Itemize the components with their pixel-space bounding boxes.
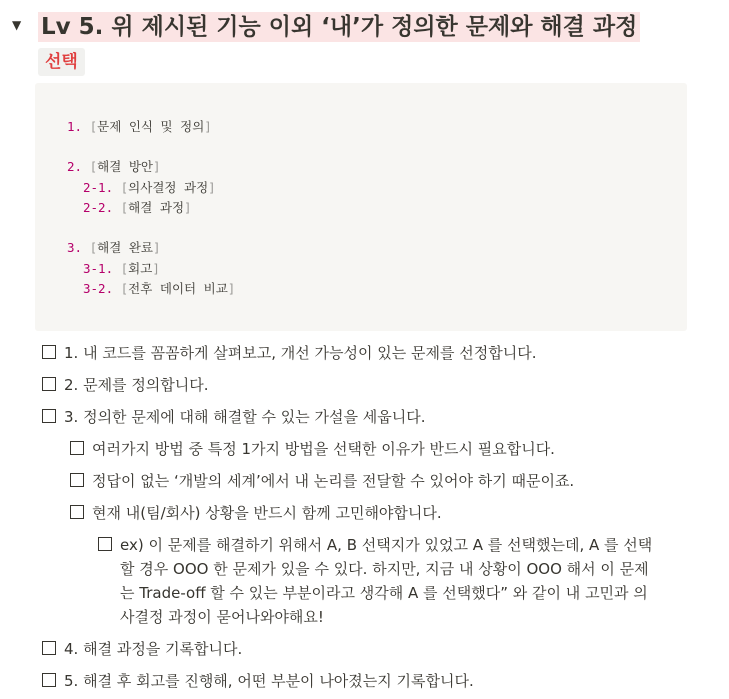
code-line-number: 3-2. [83, 281, 114, 296]
todo-checkbox[interactable] [42, 345, 56, 359]
todo-checkbox[interactable] [70, 473, 84, 487]
select-tag: 선택 [38, 48, 85, 76]
toggle-triangle-icon[interactable]: ▼ [12, 18, 22, 32]
code-line-text: [해결 과정] [120, 200, 192, 215]
todo-text: 4. 해결 과정을 기록합니다. [64, 640, 243, 658]
todo-text-line: 사결정 과정이 묻어나와야해요! [120, 608, 324, 626]
todo-text: 정답이 없는 ‘개발의 세계’에서 내 논리를 전달할 수 있어야 하기 때문이죠. [92, 472, 575, 490]
todo-checkbox[interactable] [98, 537, 112, 551]
code-line [83, 179, 216, 197]
code-block[interactable] [35, 83, 687, 331]
todo-checkbox[interactable] [70, 441, 84, 455]
code-line-text: [전후 데이터 비교] [120, 281, 236, 296]
section-heading: Lv 5. 위 제시된 기능 이외 ‘내’가 정의한 문제와 해결 과정 [38, 12, 640, 42]
todo-text: 5. 해결 후 회고를 진행해, 어떤 부분이 나아졌는지 기록합니다. [64, 672, 474, 690]
todo-checkbox[interactable] [42, 641, 56, 655]
todo-text: 3. 정의한 문제에 대해 해결할 수 있는 가설을 세웁니다. [64, 408, 426, 426]
code-line-number: 2-1. [83, 180, 114, 195]
todo-checkbox[interactable] [42, 409, 56, 423]
code-line-text: [문제 인식 및 정의] [89, 119, 212, 134]
todo-checkbox[interactable] [42, 673, 56, 687]
code-line-text: [회고] [120, 261, 160, 276]
code-line-text: [의사결정 과정] [120, 180, 216, 195]
code-line-text: [해결 완료] [89, 240, 161, 255]
code-line [83, 280, 235, 298]
code-line [83, 260, 160, 278]
todo-checkbox[interactable] [70, 505, 84, 519]
todo-text: 1. 내 코드를 꼼꼼하게 살펴보고, 개선 가능성이 있는 문제를 선정합니다. [64, 344, 537, 362]
code-line-number: 3-1. [83, 261, 114, 276]
todo-text-line: ex) 이 문제를 해결하기 위해서 A, B 선택지가 있었고 A 를 선택했는데, A 를 선택 [120, 536, 653, 554]
code-line [83, 199, 192, 217]
todo-text: 2. 문제를 정의합니다. [64, 376, 209, 394]
todo-text: 여러가지 방법 중 특정 1가지 방법을 선택한 이유가 반드시 필요합니다. [92, 440, 555, 458]
code-line [67, 239, 161, 257]
code-line-text: [해결 방안] [89, 159, 161, 174]
todo-text: 현재 내(팀/회사) 상황을 반드시 함께 고민해야합니다. [92, 504, 442, 522]
todo-text-line: 는 Trade-off 할 수 있는 부분이라고 생각해 A 를 선택했다” 와 같이 내 고민과 의 [120, 584, 648, 602]
todo-text-line: 할 경우 OOO 한 문제가 있을 수 있다. 하지만, 지금 내 상황이 OOO 해서 이 문제 [120, 560, 649, 578]
code-line [67, 118, 212, 136]
code-line-number: 1. [67, 119, 83, 134]
code-line-number: 2-2. [83, 200, 114, 215]
todo-checkbox[interactable] [42, 377, 56, 391]
code-line-number: 3. [67, 240, 83, 255]
code-line-number: 2. [67, 159, 83, 174]
code-line [67, 158, 161, 176]
